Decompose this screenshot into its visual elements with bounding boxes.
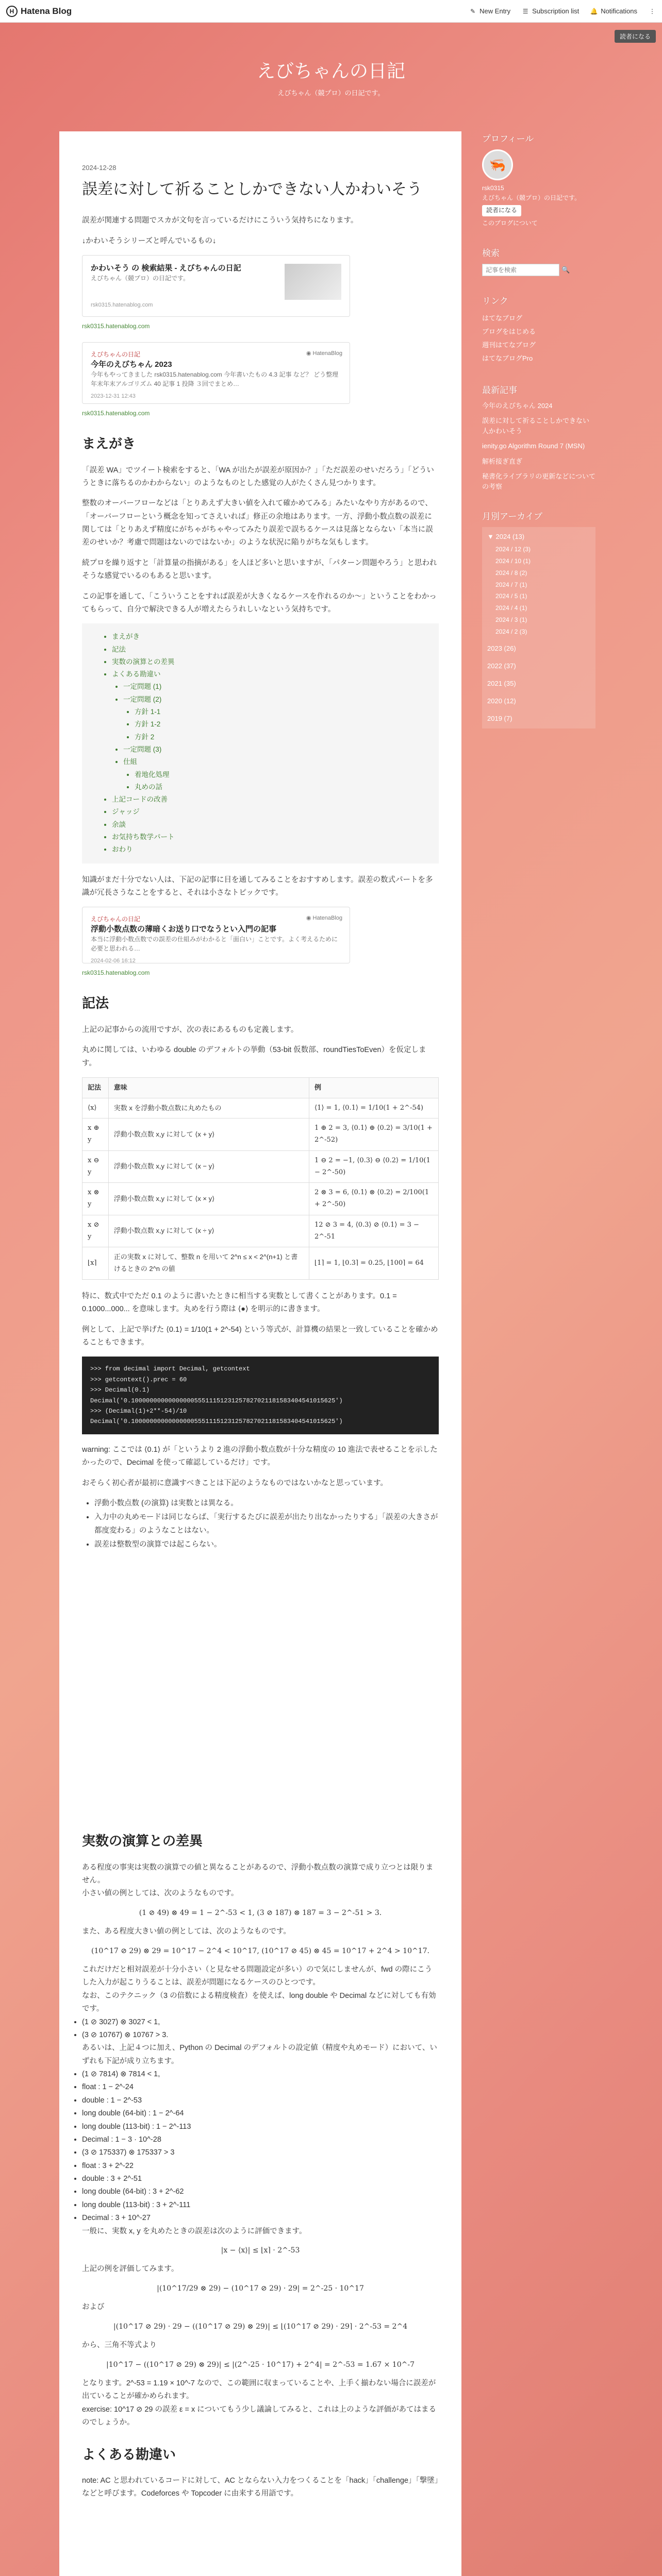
table-cell: x ⊖ y <box>82 1150 109 1183</box>
embed-card[interactable] <box>82 907 350 963</box>
paragraph: 小さい値の例としては、次のようなものです。 <box>82 1889 239 1898</box>
paragraph: ある程度の事実は実数の演算での値と異なることがあるので、浮動小数点数の演算で成り立つとは限りません。 <box>82 1863 434 1885</box>
paragraph: 上記の記事からの流用ですが、次の表にあるものも定義します。 <box>82 1025 299 1034</box>
entry-date[interactable]: 2024-12-28 <box>82 164 117 172</box>
embed-url[interactable]: rsk0315.hatenablog.com <box>82 969 150 977</box>
toc-item[interactable]: • おわり <box>112 843 429 856</box>
toc-item[interactable]: • 仕組 <box>123 756 429 768</box>
card-blog-name: えびちゃんの日記 <box>91 916 141 923</box>
list-item: • Decimal : 3 + 10^-27 <box>82 2212 439 2225</box>
table-cell: 浮動小数点数 x,y に対して ⟨x ÷ y⟩ <box>108 1215 309 1247</box>
list-item: • 誤差は整数型の演算では起こらない。 <box>94 1538 439 1551</box>
code-line: >>> (Decimal(1)+2**-54)/10 <box>90 1408 187 1415</box>
blog-subtitle: えびちゃん（競プロ）の日記です。 <box>277 89 385 97</box>
intro-paragraph: ↓かわいそうシリーズと呼んでいるもの↓ <box>82 236 217 245</box>
table-cell: ⟨x⟩ <box>82 1098 109 1118</box>
table-row <box>82 1098 439 1118</box>
toc-item[interactable]: • よくある勘違い <box>112 668 429 681</box>
entry-article <box>59 131 461 1806</box>
card-footer: rsk0315.hatenablog.com <box>91 301 153 308</box>
paragraph: warning: ここでは ⟨0.1⟩ が「というより 2 進の浮動小数点数が十分な精度の 10 進法で表せることを示したかったので、Decimal を使って確認しているだけ」です。 <box>82 1445 438 1467</box>
paragraph: 続プロを繰り返すと「計算量の指摘がある」を人ほど多いと思いますが、「パターン問題やろう」と思われそうな感覚でいるのもあると思います。 <box>82 558 437 581</box>
paragraph: 知識がまだ十分でない人は、下記の記事に目を通してみることをおすすめします。誤差の数式パートを多識が冗長さうなことをすると、それは小さなトピックです。 <box>82 875 433 897</box>
chevron-down-icon: ▼ <box>487 533 496 541</box>
global-header <box>0 0 662 23</box>
paragraph: note: AC と思われているコードに対して、AC とならない入力をつくることを「hack」「challenge」「撃墜」などと呼びます。Codeforces や Topcoder に由来する用語です。 <box>82 2477 438 2498</box>
list-item: • float : 1 − 2^-24 <box>82 2081 439 2094</box>
table-cell: 正の実数 x に対して、整数 n を用いて 2^n ≤ x < 2^(n+1) と書けるときの 2^n の値 <box>108 1247 309 1280</box>
bullet-list <box>82 2068 439 2225</box>
paragraph: 整数のオーバーフローなどは「とりあえず大きい値を入れて確かめてみる」みたいなやり方があるので、「オーバーフローという概念を知ってさえいれば」修正の余地はあります。一方、浮動小数点数の誤差に関しては「とりあえず精度にがちゃがちゃやってみたり誤差で誤ちるケースは見落とならない「本当に誤差のせいか？考慮で問題はないのではないか」のような状況に陥りがちな気もします。 <box>82 499 433 547</box>
archive-month-link[interactable]: 2024 / 8 (2) <box>495 569 527 577</box>
search-input[interactable] <box>482 264 559 276</box>
archive-month-link[interactable]: 2024 / 3 (1) <box>495 616 527 624</box>
archive-year-link[interactable]: 2019 (7) <box>487 714 512 722</box>
paragraph: 例として、上記で挙げた ⟨0.1⟩ = 1/10(1 + 2^-54) という等式が、計算機の結果と一致していることを確かめることもできます。 <box>82 1325 438 1347</box>
card-title: 今年のえびちゃん 2023 <box>91 360 172 369</box>
bell-icon: 🔔 <box>590 7 598 15</box>
hatena-logo-icon: H <box>6 6 18 17</box>
bullet-list <box>94 1497 439 1552</box>
table-cell: 2 ⊗ 3 = 6, ⟨0.1⟩ ⊗ ⟨0.2⟩ = 2/100(1 + 2^-50) <box>309 1183 439 1215</box>
section-heading: 実数の演算との差異 <box>82 1833 203 1849</box>
paragraph: 「誤差 WA」でツイート検索をすると、「WA が出たが誤差が原因か？」「ただ誤差のせいだろう」「どういうときに落ちるのかわからない」のようなものとした感覚の人がたくさん見つかります。 <box>82 466 434 487</box>
profile-id[interactable]: rsk0315 <box>482 184 504 192</box>
math-block: (1 ⊘ 49) ⊗ 49 = 1 − 2^-53 < 1, (3 ⊘ 187) ⊗ 187 = 3 − 2^-51 > 3. <box>139 1908 382 1917</box>
blog-title[interactable]: えびちゃんの日記 <box>256 61 405 82</box>
paragraph: なお、このテクニック（3 の倍数による精度検査）を使えば、long double や Decimal などに対しても有効です。 <box>82 1991 436 2013</box>
paragraph: あるいは、上記４つに加え、Python の Decimal のデフォルトの設定値（精度や丸めモード）において、いずれも下記が成り立ちます。 <box>82 2044 437 2065</box>
table-cell: 浮動小数点数 x,y に対して ⟨x − y⟩ <box>108 1150 309 1183</box>
logo-text: Hatena Blog <box>21 6 72 16</box>
archive-year-link[interactable]: 2020 (12) <box>487 697 516 705</box>
recent-entry-link[interactable]: 今年のえびちゃん 2024 <box>482 401 553 410</box>
module-heading: プロフィール <box>482 134 534 144</box>
grid-icon: ⋮ <box>649 7 655 15</box>
toc-item[interactable]: • まえがき <box>112 631 429 643</box>
menu-button[interactable] <box>649 7 656 15</box>
card-subtitle: 本当に浮動小数点数での誤差の仕組みがわかると「面白い」ことです。よく考えるために必要と思われる… <box>91 936 338 953</box>
table-cell: ⟨1⟩ = 1, ⟨0.1⟩ = 1/10(1 + 2^-54) <box>309 1098 439 1118</box>
about-blog-link[interactable]: このブログについて <box>482 219 538 227</box>
toc-item[interactable]: • お気持ち数学パート <box>112 831 429 843</box>
embed-url[interactable]: rsk0315.hatenablog.com <box>82 410 150 417</box>
archive-month-link[interactable]: 2024 / 2 (3) <box>495 628 527 635</box>
code-line: >>> Decimal(0.1) <box>90 1386 150 1394</box>
module-heading: リンク <box>482 296 508 306</box>
toc-item[interactable]: • 上記コードの改善 <box>112 793 429 806</box>
table-cell: ⌊1⌉ = 1, ⌊0.3⌉ = 0.25, ⌊100⌉ = 64 <box>309 1247 439 1280</box>
archive-year-link[interactable]: 2021 (35) <box>487 679 516 687</box>
table-header: 記法 <box>82 1077 109 1098</box>
paragraph: となります。2^-53 = 1.19 × 10^-7 なので、この範囲に収まっていることや、上手く揃わない場合に誤差が出ていることが確かめられます。 <box>82 2379 436 2401</box>
embed-card[interactable] <box>82 342 350 404</box>
hatena-blog-badge: ◉ HatenaBlog <box>306 350 342 357</box>
avatar[interactable]: 🦐 <box>482 149 513 180</box>
list-item: • (3 ⊘ 10767) ⊗ 10767 > 3. <box>82 2029 439 2042</box>
list-item: • long double (113-bit) : 3 + 2^-111 <box>82 2199 439 2212</box>
module-heading: 検索 <box>482 248 500 258</box>
archive-year-link[interactable]: 2022 (37) <box>487 662 516 670</box>
list-item: • (3 ⊘ 175337) ⊗ 175337 > 3 <box>82 2146 439 2159</box>
card-subtitle: えびちゃん（競プロ）の日記です。 <box>91 275 190 282</box>
hatena-blog-badge: ◉ HatenaBlog <box>306 915 342 922</box>
list-item: • long double (113-bit) : 1 − 2^-113 <box>82 2121 439 2133</box>
recent-entry-link[interactable]: 解析接ぎ直ぎ <box>482 457 523 465</box>
embed-card[interactable] <box>82 255 350 317</box>
section-heading: まえがき <box>82 436 136 451</box>
search-icon[interactable]: 🔍 <box>561 265 570 274</box>
table-cell: 1 ⊕ 2 = 3, ⟨0.1⟩ ⊕ ⟨0.2⟩ = 3/10(1 + 2^-52) <box>309 1118 439 1151</box>
list-item: • long double (64-bit) : 3 + 2^-62 <box>82 2185 439 2198</box>
toc-item[interactable]: • 丸めの話 <box>135 781 429 793</box>
bullet-list <box>82 2016 439 2042</box>
archive-month-link[interactable]: 2024 / 5 (1) <box>495 592 527 600</box>
pencil-icon: ✎ <box>470 7 476 15</box>
card-subtitle: 今年もやってきました rsk0315.hatenablog.com 今年書いたもの 4.3 記事 など？ どう整理 年末年末アルゴリズム 40 記事 1 投降 ３回でまとめ… <box>91 371 339 387</box>
toc-item[interactable]: • 方針 2 <box>135 731 429 743</box>
table-of-contents <box>82 623 439 863</box>
code-line: >>> from decimal import Decimal, getcontext <box>90 1365 250 1373</box>
notation-table <box>82 1077 439 1280</box>
code-line: Decimal('0.1000000000000000055511151231257827021181583404541015625') <box>90 1397 343 1404</box>
archive-year-open[interactable]: ▼ 2024 (13) <box>487 533 525 541</box>
card-title: かわいそう の 検索結果 - えびちゃんの日記 <box>91 264 241 273</box>
card-title: 浮動小数点数の薄暗くお送り口でなうとい入門の記事 <box>91 925 277 934</box>
paragraph: これだけだと相対誤差が十分小さい（と見なせる問題設定が多い）ので気にしませんが、fwd の際にこうした入力が起こりうることは、誤差が問題になるケースのひとつです。 <box>82 1965 433 1987</box>
recent-entries-module <box>482 383 595 492</box>
table-header: 例 <box>309 1077 439 1098</box>
table-row <box>82 1150 439 1183</box>
sidebar-link[interactable]: はてなブログ <box>482 314 523 322</box>
archive-month-link[interactable]: 2024 / 4 (1) <box>495 604 527 612</box>
section-heading: 記法 <box>82 995 109 1011</box>
recent-entry-link[interactable]: 秘書化ライブラリの更新などについての考察 <box>482 472 595 490</box>
paragraph: 丸めに関しては、いわゆる double のデフォルトの挙動（53-bit 仮数部、roundTiesToEven）を仮定します。 <box>82 1046 426 1067</box>
paragraph: および <box>82 2303 105 2312</box>
list-item: • double : 1 − 2^-53 <box>82 2094 439 2107</box>
paragraph: 一般に、実数 x, y を丸めたときの誤差は次のように評価できます。 <box>82 2227 307 2235</box>
recent-entry-link[interactable]: 誤差に対して祈ることしかできない人かわいそう <box>482 417 590 435</box>
intro-paragraph: 誤差が関連する問題でスカが文句を言っているだけにこういう気持ちになります。 <box>82 216 358 225</box>
profile-description: えびちゃん（競プロ）の日記です。 <box>482 194 581 202</box>
paragraph: また、ある程度大きい値の例としては、次のようなものです。 <box>82 1927 291 1936</box>
sidebar-link[interactable]: 週刊はてなブログ <box>482 341 536 349</box>
table-row <box>82 1183 439 1215</box>
embed-url[interactable]: rsk0315.hatenablog.com <box>82 323 150 330</box>
table-row <box>82 1247 439 1280</box>
paragraph: exercise: 10^17 ⊘ 29 の誤差 ε = x についてもう少し議論してみると、これは上のような評価があてはまるのでしょうか。 <box>82 2405 436 2427</box>
table-cell: x ⊗ y <box>82 1183 109 1215</box>
toc-item[interactable]: • 一定問題 (3) <box>123 743 429 756</box>
list-item: • long double (64-bit) : 1 − 2^-64 <box>82 2107 439 2120</box>
paragraph: 特に、数式中でただ 0.1 のように書いたときに相当する実数として書くことがあります。0.1 = 0.1000...000... を意味します。丸めを行う際は ⟨●⟩ を明示的に書きます。 <box>82 1292 397 1314</box>
profile-module <box>482 131 595 228</box>
table-cell: ⌊x⌉ <box>82 1247 109 1280</box>
toc-item[interactable]: • 着地化処理 <box>135 769 429 781</box>
sidebar <box>482 131 595 746</box>
table-cell: 実数 x を浮動小数点数に丸めたもの <box>108 1098 309 1118</box>
list-item: • 浮動小数点数 (の演算) は実数とは異なる。 <box>94 1497 439 1510</box>
recent-entry-link[interactable]: ienity.go Algorithm Round 7 (MSN) <box>482 442 585 450</box>
subscription-list-link[interactable]: ☰ Subscription list <box>522 7 580 15</box>
code-line: >>> getcontext().prec = 60 <box>90 1376 187 1383</box>
search-module <box>482 246 595 276</box>
toc-item[interactable]: • 余談 <box>112 819 429 831</box>
toc-item[interactable]: • 記法 <box>112 643 429 656</box>
module-heading: 月別アーカイブ <box>482 512 543 522</box>
table-row <box>82 1215 439 1247</box>
module-heading: 最新記事 <box>482 385 517 395</box>
archive-month-link[interactable]: 2024 / 12 (3) <box>495 546 531 553</box>
table-cell: 12 ⊘ 3 = 4, ⟨0.3⟩ ⊘ ⟨0.1⟩ = 3 − 2^-51 <box>309 1215 439 1247</box>
archive-year-link[interactable]: 2023 (26) <box>487 644 516 652</box>
table-cell: x ⊘ y <box>82 1215 109 1247</box>
math-block: |(10^17 ⊘ 29) · 29 − ((10^17 ⊘ 29) ⊗ 29)| ≤ ⌊(10^17 ⊘ 29) · 29⌉ · 2^-53 = 2^4 <box>113 2322 408 2331</box>
list-item: • float : 3 + 2^-22 <box>82 2160 439 2173</box>
paragraph: から、三角不等式より <box>82 2341 157 2350</box>
hatena-blog-logo[interactable] <box>6 6 72 17</box>
math-block: |10^17 − ((10^17 ⊘ 29) ⊗ 29)| ≤ |(2^-25 · 10^17) + 2^4| = 2^-53 = 1.67 × 10^-7 <box>106 2360 415 2369</box>
math-block: |(10^17/29 ⊗ 29) − (10^17 ⊘ 29) · 29| = 2^-25 · 10^17 <box>157 2284 364 2293</box>
card-footer: 2023-12-31 12:43 <box>91 393 136 399</box>
list-item: • 入力中の丸めモードは同じならば、「実行するたびに誤差が出たり出なかったりする」「誤差の大きさが都度変わる」のようなことはない。 <box>94 1511 439 1537</box>
toc-item[interactable]: • 一定問題 (1) <box>123 681 429 693</box>
section-heading: よくある勘違い <box>82 2446 176 2462</box>
paragraph: この記事を通して、「こういうことをすれば誤差が大きくなるケースを作れるのか～」ということをわかってもらって、自分で解決できる人が増えたらうれしいなという気持ちです。 <box>82 592 437 614</box>
list-item: • (1 ⊘ 7814) ⊗ 7814 < 1, <box>82 2068 439 2081</box>
notifications-link[interactable]: 🔔 Notifications <box>590 7 637 15</box>
paragraph: おそらく初心者が最初に意識すべきことは下記のようなものではないかなと思っています。 <box>82 1479 388 1487</box>
table-row <box>82 1118 439 1151</box>
paragraph: 上記の例を評価してみます。 <box>82 2265 179 2274</box>
list-icon: ☰ <box>522 7 528 15</box>
archive-month-link[interactable]: 2024 / 10 (1) <box>495 557 531 565</box>
table-cell: 1 ⊖ 2 = −1, ⟨0.3⟩ ⊖ ⟨0.2⟩ = 1/10(1 − 2^-50) <box>309 1150 439 1183</box>
code-block <box>82 1357 439 1434</box>
sidebar-link[interactable]: はてなブログPro <box>482 354 533 362</box>
table-cell: 浮動小数点数 x,y に対して ⟨x + y⟩ <box>108 1118 309 1151</box>
archive-module <box>482 509 595 728</box>
toc-item[interactable]: • 方針 1-1 <box>135 706 429 718</box>
list-item: • double : 3 + 2^-51 <box>82 2173 439 2185</box>
list-item: • Decimal : 1 − 3 · 10^-28 <box>82 2133 439 2146</box>
list-item: • (1 ⊘ 3027) ⊗ 3027 < 1, <box>82 2016 439 2029</box>
toc-item[interactable]: • 一定問題 (2) <box>123 693 429 706</box>
sidebar-link[interactable]: ブログをはじめる <box>482 327 536 335</box>
card-footer: 2024-02-06 16:12 <box>91 958 136 964</box>
code-line: Decimal('0.1000000000000000055511151231257827021181583404541015625') <box>90 1418 343 1426</box>
new-entry-link[interactable]: ✎ New Entry <box>470 7 511 15</box>
card-thumbnail <box>285 264 341 300</box>
math-block: |x − ⟨x⟩| ≤ ⌊x⌉ · 2^-53 <box>221 2246 300 2255</box>
toc-item[interactable]: • 方針 1-2 <box>135 718 429 731</box>
entry-title[interactable]: 誤差に対して祈ることしかできない人かわいそう <box>82 180 422 198</box>
links-module <box>482 294 595 365</box>
table-cell: x ⊕ y <box>82 1118 109 1151</box>
table-cell: 浮動小数点数 x,y に対して ⟨x × y⟩ <box>108 1183 309 1215</box>
profile-subscribe-button[interactable]: 読者になる <box>482 205 521 216</box>
card-blog-name: えびちゃんの日記 <box>91 351 141 358</box>
archive-month-link[interactable]: 2024 / 7 (1) <box>495 581 527 588</box>
toc-item[interactable]: • ジャッジ <box>112 806 429 818</box>
entry-article-continued <box>59 1806 461 2576</box>
math-block: (10^17 ⊘ 29) ⊗ 29 = 10^17 − 2^4 < 10^17, (10^17 ⊘ 45) ⊗ 45 = 10^17 + 2^4 > 10^17. <box>91 1946 429 1955</box>
subscribe-blog-button[interactable]: 読者になる <box>615 30 656 43</box>
table-header: 意味 <box>108 1077 309 1098</box>
toc-item[interactable]: • 実数の演算との差異 <box>112 656 429 668</box>
